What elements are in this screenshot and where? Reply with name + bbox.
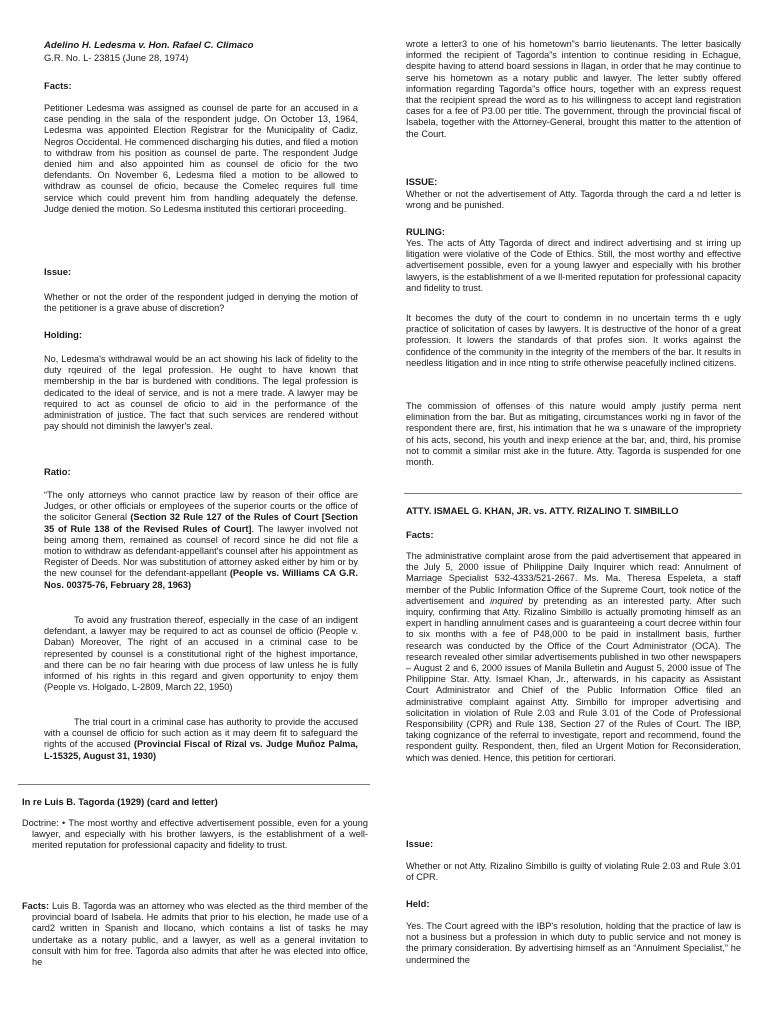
issue-heading: Issue:: [44, 266, 72, 277]
tagorda-facts-label: Facts:: [22, 901, 52, 911]
holding-heading: Holding:: [44, 329, 83, 340]
ratio-paragraph-1: [44, 490, 358, 591]
case-title-khan: ATTY. ISMAEL G. KHAN, JR. vs. ATTY. RIZALINO T. SIMBILLO: [406, 505, 679, 516]
ratio-citation-palma: (Provincial Fiscal of Rizal vs. Judge Muñoz Palma, L-15325, August 31, 1930): [44, 739, 358, 761]
khan-facts-text: The administrative complaint arose from the paid advertisement that appeared in the July 5, 2000 issue of Philippine Daily Inquirer which read: Annulment of Marriage Specialist 532-4333/521-2667. Ms. Ma. Theresa Espeleta, a staff member of the Public Information Office of the Supreme Court, took notice of the advertisement and: [406, 551, 741, 606]
case-gr-number: G.R. No. L- 23815 (June 28, 1974): [44, 52, 189, 63]
facts-heading: Facts:: [44, 80, 72, 91]
ruling-paragraph-2: It becomes the duty of the court to condemn in no uncertain terms th e ugly practice of solicitation of cases by lawyers. It is destructive of the honor of a great profession. It lowers the standards of that profes sion. It works against the confidence of the community in the integrity of the members of the bar. It results in needless litigation and in ince nting to strife otherwise peacefully inclined citizens.: [406, 313, 741, 368]
khan-issue-paragraph: Whether or not Atty. Rizalino Simbillo is guilty of violating Rule 2.03 and Rule 3.01 of CPR.: [406, 861, 741, 883]
ratio-citation-williams: (People vs. Williams CA G.R. Nos. 00375-76, February 28, 1963): [44, 568, 358, 590]
held-paragraph: Yes. The Court agreed with the IBP's resolution, holding that the practice of law is not a business but a profession in which duty to public service and not money is the primary consideration. By advertising himself as an “Annulment Specialist,” he undermined the: [406, 921, 741, 965]
khan-facts-heading: Facts:: [406, 529, 434, 540]
ratio-paragraph-2: To avoid any frustration thereof, especially in the case of an indigent defendant, a lawyer may be required to act as counsel de officio (People v. Daban) Moreover, The right of an accused in a criminal case to be represented by counsel is a constitutional right of the highest importance, and there can be no fair hearing with due process of law unless he is fully informed of his rights in this regard and given opportunity to enjoy them (People vs. Holgado, L-2809, March 22, 1950): [44, 615, 358, 693]
tagorda-issue-paragraph: Whether or not the advertisement of Atty. Tagorda through the card a nd letter is wrong and be punished.: [406, 189, 741, 211]
ratio-citation-rules: (Section 32 Rule 127 of the Rules of Court [Section 35 of Rule 138 of the Revised Rules of Court]: [44, 512, 358, 534]
tagorda-facts-text: Luis B. Tagorda was an attorney who was elected as the third member of the provincial board of Isabela. He admits that prior to his election, he made use of a card2 written in Spanish and Ilocano, which contains a list of tasks he may undertake as a notary public, and a lawyer, as well as a general invitation to consult with him for free. Tagorda also admits that after he was elected into office, he: [32, 901, 368, 968]
doctrine-label: Doctrine:: [22, 818, 63, 828]
case-title-tagorda: In re Luis B. Tagorda (1929) (card and letter): [22, 796, 218, 807]
tagorda-issue-heading: ISSUE:: [406, 176, 438, 187]
tagorda-facts-continued: wrote a letter3 to one of his hometown”s barrio lieutenants. The letter basically informed the recipient of Tagorda”s intention to continue residing in Echague, despite having to attend board sessions in Ilagan, in order that he may continue to serve his hometown as a notary public and lawyer. The letter subtly offered information regarding Tagorda”s office hours, together with an express request that the recipient spread the word as to his willingness to accept land registration cases for a fee of P3.00 per title. The government, through the provincial fiscal of Isabela, together with the Attorney-General, brought this matter to the attention of the Court.: [406, 39, 741, 139]
tagorda-facts-paragraph: [22, 901, 368, 968]
ruling-paragraph-1: Yes. The acts of Atty Tagorda of direct and indirect advertising and st irring up litigation were violative of the Code of Ethics. Still, the most worthy and effective advertisement possible, even for a young lawyer and especially with his brother lawyers, is the establishment of a we ll-merited reputation for professional capacity and fidelity to trust.: [406, 238, 741, 293]
khan-facts-text: by pretending as an interested party. After such inquiry, confirming that Atty. Rizalino Simbillo is actually promoting himself as an expert in handling annulment cases and is guaranteeing a court decree within four to six months with a fee of P48,000 to be paid in installment basis, further research was conducted by the Office of the Court Administrator (OCA). The research revealed other similar advertisements published in two other newspapers – August 2 and 6, 2000 issues of Manila Bulletin and August 5, 2000 issue of The Philippine Star. Atty. Ismael Khan, Jr., afterwards, in his capacity as Assistant Court Administrator and Chief of the Public Information Office filed an administrative complaint against Atty. Simbillo for improper advertising and solicitation in violation of Rule 2.03 and Rule 3.01 of the Code of Professional Responsibility (CPR) and Rule 138, Section 27 of the Rules of Court. The IBP, taking cognizance of the referral to investigate, report and recommend, found the respondent guilty. Respondent, then, filed an Urgent Motion for Reconsideration, which was denied. Hence, this petition for certiorari.: [406, 595, 742, 763]
ruling-heading: RULING:: [406, 226, 446, 237]
doctrine-paragraph: [22, 818, 368, 852]
khan-issue-heading: Issue:: [406, 838, 434, 849]
ratio-paragraph-3: [44, 717, 358, 762]
section-divider: [18, 784, 370, 785]
doctrine-text: • The most worthy and effective advertisement possible, even for a young lawyer, and especially with his brother lawyers, is the establishment of a well-merited reputation for professional capacity and fidelity to trust.: [32, 818, 368, 851]
held-heading: Held:: [406, 898, 430, 909]
section-divider: [404, 493, 742, 494]
ratio-text: The trial court in a criminal case has authority to provide the accused with a counsel de officio for such action as it may deem fit to safeguard the rights of the accused: [44, 717, 358, 750]
case-title-ledesma: Adelino H. Ledesma v. Hon. Rafael C. Climaco: [44, 40, 254, 51]
holding-paragraph: No, Ledesma's withdrawal would be an act showing his lack of fidelity to the duty rqeuired of the legal profession. He ought to have known that membership in the bar is burdened with conditions. The legal profession is dedicated to the ideal of service, and is not a mere trade. A lawyer may be required to act as counsel de oficio to aid in the performance of the administration of justice. The fact that such services are rendered without pay should not diminish the lawyer's zeal.: [44, 354, 358, 432]
ratio-text: “The only attorneys who cannot practice law by reason of their office are Judges, or other officials or employees of the superior courts or the office of the solicitor General: [44, 490, 358, 523]
ratio-heading: Ratio:: [44, 466, 71, 477]
ratio-text: . The lawyer involved not being among them, remained as counsel of record since he did not file a motion to withdraw as defendant-appellant's counsel after his appointment as Register of Deeds. Nor was substitution of attorney asked either by him or by the new counsel for the defendant-appellant: [44, 523, 358, 579]
issue-paragraph: Whether or not the order of the respondent judged in denying the motion of the petitioner is a grave abuse of discretion?: [44, 292, 358, 314]
ruling-paragraph-3: The commission of offenses of this nature would amply justify perma nent elimination from the bar. But as mitigating, circumstances worki ng in favor of the respondent there are, first, his intimation that he wa s unaware of the impropriety of his acts, second, his youth and inexp erience at the bar, and, third, his promise not to commit a similar mist ake in the future. Atty. Tagorda is suspended for one month.: [406, 401, 741, 468]
khan-facts-emphasis: inquired: [490, 595, 523, 606]
facts-paragraph: Petitioner Ledesma was assigned as counsel de parte for an accused in a case pending in the sala of the respondent judge. On October 13, 1964, Ledesma was appointed Election Registrar for the Municipality of Cadiz, Negros Occidental. He commenced discharging his duties, and filed a motion to withdraw from his position as counsel de parte. The respondent Judge denied him and also appointed him as counsel de oficio for the two defendants. On November 6, Ledesma filed a motion to be allowed to withdraw as counsel de oficio, because the Comelec requires full time service which could prevent him from handling adequately the defense. Judge denied the motion. So Ledesma instituted this certiorari proceeding.: [44, 103, 358, 214]
khan-facts-paragraph: [406, 551, 741, 764]
